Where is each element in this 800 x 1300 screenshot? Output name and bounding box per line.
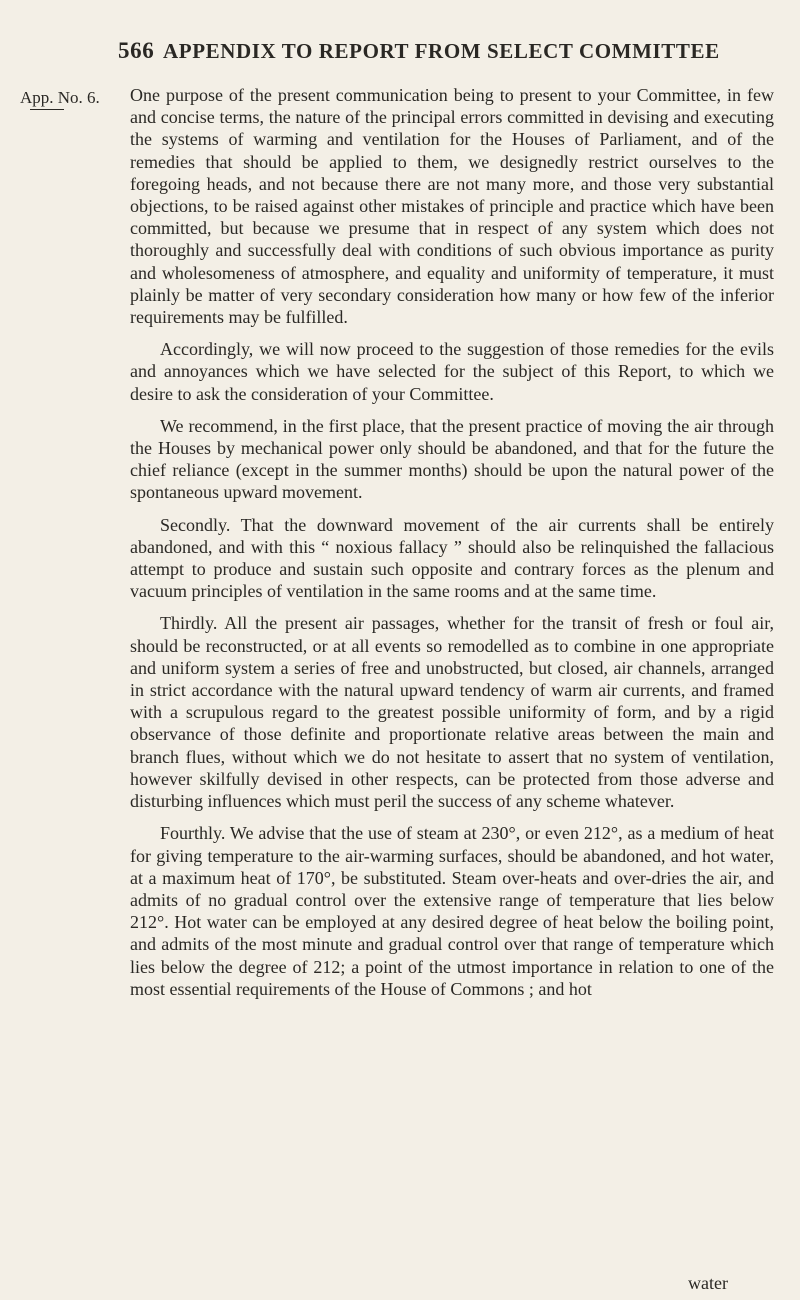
page-number: 566 xyxy=(118,38,155,63)
catchword: water xyxy=(688,1273,728,1293)
paragraph-opening: One purpose of the present communication being to present to your Committee, in few and concise terms, the nature of the principal errors committed in devising and executing the systems of warming and ventilation for the Houses of Parliament, and of the remedies that should be applied to them, we designedly restrict ourselves to the foregoing heads, and not because there are not many more, and those very substantial objections, to be raised against other mistakes of principle and practice which have been committed, but because we presume that in respect of any system which does not thoroughly and successfully deal with conditions of such obvious importance as purity and wholesomeness of atmosphere, and equality and uniformity of temperature, it must plainly be matter of very secondary consideration how many or how few of the inferior requirements may be fulfilled. xyxy=(130,85,774,328)
body-text xyxy=(130,84,774,1010)
paragraph-accordingly: Accordingly, we will now proceed to the suggestion of those remedies for the evils and annoyances which we have selected for the subject of this Report, to which we desire to ask the consideration of your Committee. xyxy=(130,339,774,404)
appendix-reference: App. No. 6. xyxy=(20,88,100,107)
paragraph-first-recommendation: We recommend, in the first place, that the present practice of moving the air through the Houses by mechanical power only should be abandoned, and that for the future the chief reliance (except in the summer months) should be upon the natural power of the spontaneous upward movement. xyxy=(130,415,774,503)
paragraph-fourthly: Fourthly. We advise that the use of steam at 230°, or even 212°, as a medium of heat for giving temperature to the air-warming surfaces, should be abandoned, and hot water, at a maximum heat of 170°, be substituted. Steam over-heats and over-dries the air, and admits of no gradual control over the extensive range of temperature that lies below 212°. Hot water can be employed at any desired degree of heat below the boiling point, and admits of the most minute and gradual control over that range of temperature which lies below the degree of 212; a point of the utmost importance in relation to one of the most essential requirements of the House of Commons ; and hot xyxy=(130,823,774,999)
margin-dash-rule xyxy=(30,109,64,110)
running-head xyxy=(118,38,758,64)
paragraph-secondly: Secondly. That the downward movement of the air currents shall be entirely abandoned, and with this “ noxious fallacy ” should also be relinquished the fallacious attempt to produce and sustain such opposite and contrary forces as the plenum and vacuum principles of ventilation in the same rooms and at the same time. xyxy=(130,514,774,602)
page-header-title: APPENDIX TO REPORT FROM SELECT COMMITTEE xyxy=(163,39,720,63)
paragraph-thirdly: Thirdly. All the present air passages, whether for the transit of fresh or foul air, should be reconstructed, or at all events so remodelled as to combine in one appropriate and uniform system a series of free and unobstructed, but closed, air channels, arranged in strict accordance with the natural upward tendency of warm air currents, and framed with a scrupulous regard to the greatest possible uniformity of form, and by a rigid observance of those definite and proportionate relative areas between the main and branch flues, without which we do not hesitate to assert that no system of ventilation, however skilfully devised in other respects, can be protected from those adverse and disturbing influences which must peril the success of any scheme whatever. xyxy=(130,613,774,812)
